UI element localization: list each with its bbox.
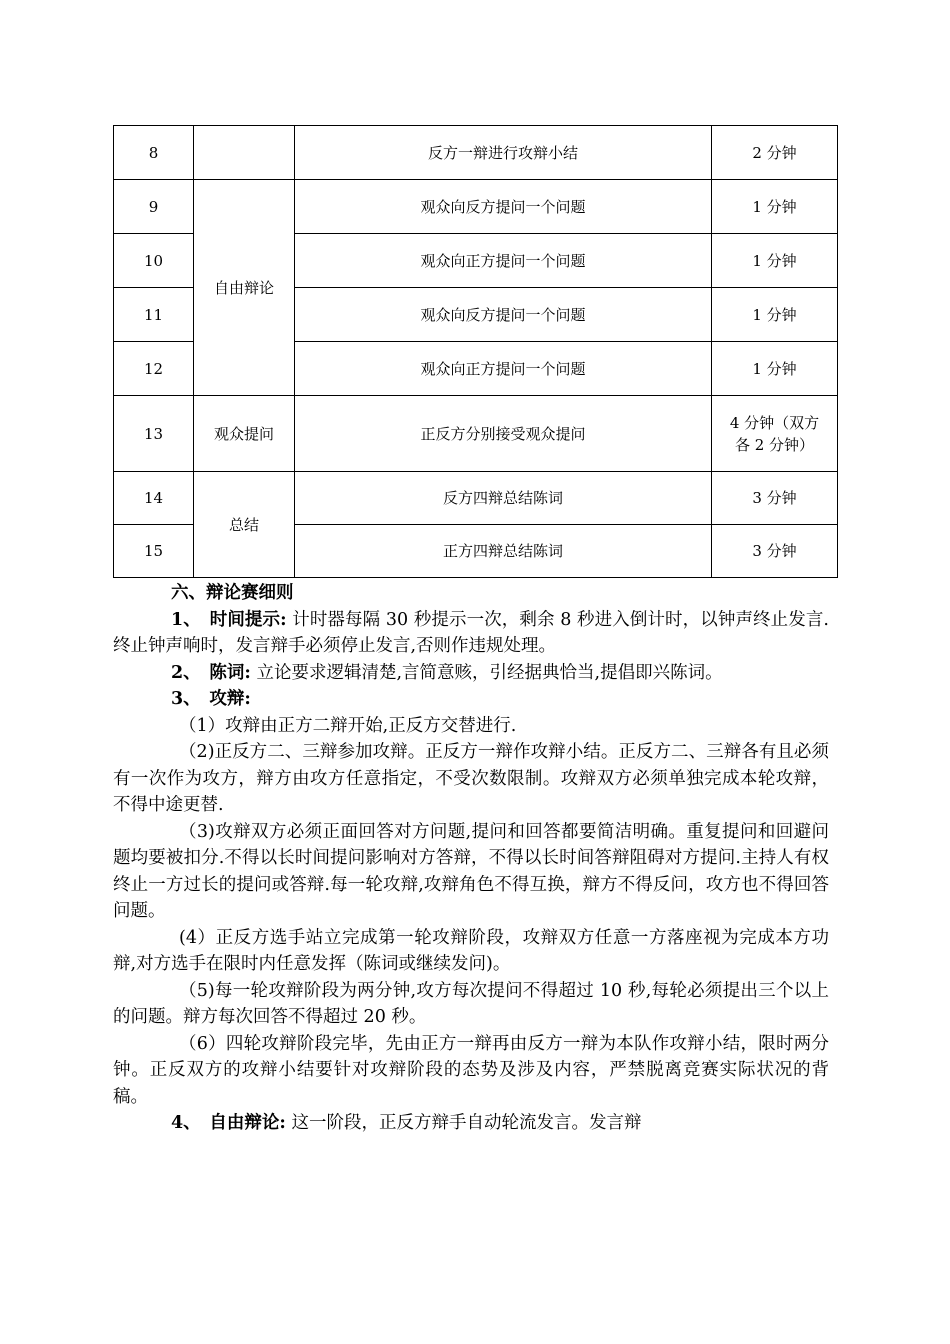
row-number: 9	[114, 180, 194, 234]
content-cell: 观众向正方提问一个问题	[295, 342, 712, 396]
rule-text: 计时器每隔 30 秒提示一次，剩余 8 秒进入倒计时，以钟声终止发言.终止钟声响时，发言辩手必须停止发言,否则作违规处理。	[113, 609, 829, 656]
stage-cell: 自由辩论	[194, 180, 295, 396]
time-cell: 1 分钟	[712, 342, 838, 396]
stage-cell: 观众提问	[194, 396, 295, 472]
rule-item	[113, 1110, 829, 1137]
rules-section	[113, 580, 829, 1137]
content-cell: 观众向正方提问一个问题	[295, 234, 712, 288]
time-cell: 1 分钟	[712, 234, 838, 288]
table-row	[114, 396, 838, 472]
stage-cell	[194, 126, 295, 180]
row-number: 15	[114, 525, 194, 578]
sub-rule: （2)正反方二、三辩参加攻辩。正反方一辩作攻辩小结。正反方二、三辩各有且必须有一次作为攻方，辩方由攻方任意指定，不受次数限制。攻辩双方必须单独完成本轮攻辩，不得中途更替.	[113, 742, 829, 815]
table-row	[114, 126, 838, 180]
rule-label: 3、 攻辩:	[171, 689, 251, 709]
row-number: 8	[114, 126, 194, 180]
rule-item	[113, 660, 829, 687]
time-cell: 2 分钟	[712, 126, 838, 180]
row-number: 10	[114, 234, 194, 288]
rule-item	[113, 686, 829, 713]
time-cell: 1 分钟	[712, 180, 838, 234]
content-cell: 观众向反方提问一个问题	[295, 180, 712, 234]
table-row	[114, 472, 838, 525]
sub-rule: （1）攻辩由正方二辩开始,正反方交替进行.	[179, 715, 517, 736]
sub-rule: （3)攻辩双方必须正面回答对方问题,提问和回答都要简洁明确。重复提问和回避问题均要被扣分.不得以长时间提问影响对方答辩，不得以长时间答辩阻碍对方提问.主持人有权终止一方过长的提问或答辩.每一轮攻辩,攻辩角色不得互换，辩方不得反问，攻方也不得回答问题。	[113, 821, 829, 921]
section-title: 六、辩论赛细则	[171, 583, 294, 603]
content-cell: 反方一辩进行攻辩小结	[295, 126, 712, 180]
content-cell: 观众向反方提问一个问题	[295, 288, 712, 342]
time-cell: 4 分钟（双方各 2 分钟）	[712, 396, 838, 472]
sub-rule: （5)每一轮攻辩阶段为两分钟,攻方每次提问不得超过 10 秒,每轮必须提出三个以上的问题。辩方每次回答不得超过 20 秒。	[113, 980, 829, 1027]
rule-label: 1、 时间提示:	[171, 609, 287, 630]
sub-rule: （6）四轮攻辩阶段完毕，先由正方一辩再由反方一辩为本队作攻辩小结，限时两分钟。正反双方的攻辩小结要针对攻辩阶段的态势及涉及内容，严禁脱离竞赛实际状况的背稿。	[113, 1033, 829, 1107]
row-number: 13	[114, 396, 194, 472]
content-cell: 正方四辩总结陈词	[295, 525, 712, 578]
rule-text: 这一阶段，正反方辩手自动轮流发言。发言辩	[285, 1113, 642, 1133]
content-cell: 正反方分别接受观众提问	[295, 396, 712, 472]
sub-rule: (4）正反方选手站立完成第一轮攻辩阶段，攻辩双方任意一方落座视为完成本方功辩,对方选手在限时内任意发挥（陈词或继续发问)。	[113, 927, 829, 974]
row-number: 11	[114, 288, 194, 342]
rule-label: 4、 自由辩论:	[171, 1113, 286, 1133]
rule-item	[113, 607, 829, 660]
debate-schedule-table	[113, 125, 838, 578]
time-cell: 3 分钟	[712, 525, 838, 578]
stage-cell: 总结	[194, 472, 295, 578]
row-number: 12	[114, 342, 194, 396]
row-number: 14	[114, 472, 194, 525]
rule-text: 立论要求逻辑清楚,言简意赅，引经据典恰当,提倡即兴陈词。	[250, 662, 723, 683]
content-cell: 反方四辩总结陈词	[295, 472, 712, 525]
time-cell: 1 分钟	[712, 288, 838, 342]
time-cell: 3 分钟	[712, 472, 838, 525]
rule-label: 2、 陈词:	[171, 662, 251, 683]
table-row	[114, 180, 838, 234]
